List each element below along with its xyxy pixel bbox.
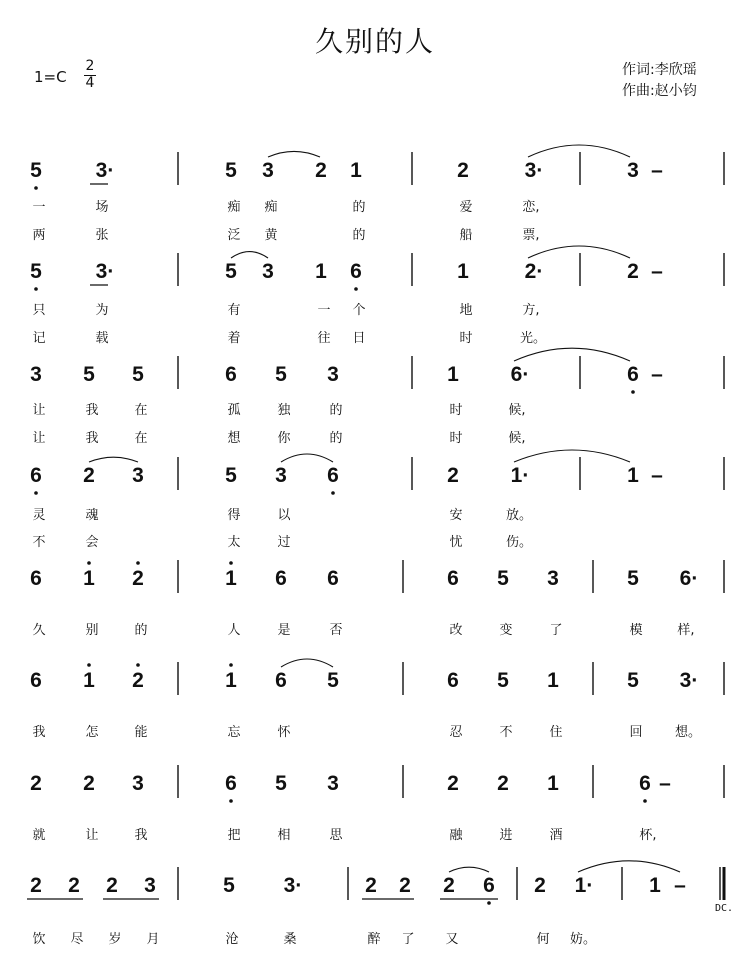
- high-octave-dot: [136, 561, 140, 565]
- jianpu-note: 1: [225, 567, 237, 590]
- lyric-syllable: 太: [227, 535, 241, 550]
- lyric-syllable: 我: [85, 403, 99, 418]
- jianpu-note: 2: [106, 874, 118, 897]
- lyric-syllable: 时: [449, 403, 463, 418]
- lyric-syllable: 为: [95, 303, 109, 318]
- lyric-syllable: 人: [227, 623, 241, 638]
- lyric-syllable: 又: [445, 932, 459, 947]
- jianpu-note: 3: [144, 874, 156, 897]
- lyric-syllable: 的: [352, 200, 366, 215]
- jianpu-note: 2: [83, 464, 95, 487]
- lyric-syllable: 灵: [32, 508, 46, 523]
- time-denominator: 4: [85, 75, 95, 91]
- slur-arc: [268, 151, 320, 157]
- jianpu-note: 5: [225, 260, 237, 283]
- lyric-syllable: 想: [227, 431, 241, 446]
- jianpu-note: 2: [132, 669, 144, 692]
- lyric-syllable: 候,: [508, 403, 526, 418]
- lyric-syllable: 你: [277, 431, 291, 446]
- slur-arc: [231, 252, 268, 258]
- jianpu-note: 5: [83, 363, 95, 386]
- jianpu-note: 5: [225, 464, 237, 487]
- lyric-syllable: 尽: [70, 932, 84, 947]
- jianpu-note: 1: [83, 567, 95, 590]
- lyric-syllable: 进: [499, 828, 513, 843]
- jianpu-note: 2: [30, 772, 42, 795]
- jianpu-note: –: [674, 874, 686, 897]
- lyric-syllable: 杯,: [639, 828, 657, 843]
- jianpu-note: 1: [225, 669, 237, 692]
- lyric-syllable: 不: [499, 725, 513, 740]
- slur-arc: [281, 454, 333, 462]
- jianpu-note: 1: [547, 772, 559, 795]
- lyric-syllable: 忘: [227, 725, 241, 740]
- low-octave-dot: [34, 287, 38, 291]
- lyric-syllable: 怀: [277, 725, 291, 740]
- lyric-syllable: 的: [134, 623, 148, 638]
- jianpu-note: 6: [627, 363, 639, 386]
- jianpu-note: 5: [223, 874, 235, 897]
- jianpu-note: 2: [315, 159, 327, 182]
- lyric-syllable: 在: [134, 431, 148, 446]
- lyric-syllable: 桑: [283, 932, 297, 947]
- lyric-syllable: 忍: [449, 725, 463, 740]
- lyric-syllable: 场: [95, 200, 109, 215]
- lyric-syllable: 泛: [227, 228, 241, 243]
- lyric-syllable: 模: [629, 623, 643, 638]
- lyric-syllable: 让: [85, 828, 99, 843]
- lyric-syllable: 融: [449, 828, 463, 843]
- jianpu-note: 6·: [679, 567, 699, 590]
- jianpu-note: 6: [447, 669, 459, 692]
- jianpu-note: 3·: [524, 159, 544, 182]
- jianpu-note: 6: [639, 772, 651, 795]
- jianpu-note: 5: [627, 567, 639, 590]
- lyric-syllable: 何: [536, 932, 550, 947]
- dc-mark: DC.: [715, 903, 734, 914]
- lyric-syllable: 在: [134, 403, 148, 418]
- lyric-syllable: 一: [32, 200, 46, 215]
- high-octave-dot: [87, 663, 91, 667]
- jianpu-note: 6: [275, 669, 287, 692]
- jianpu-note: 3·: [679, 669, 699, 692]
- jianpu-note: 6: [225, 772, 237, 795]
- low-octave-dot: [34, 491, 38, 495]
- jianpu-note: 1: [315, 260, 327, 283]
- lyric-syllable: 船: [459, 228, 473, 243]
- lyric-syllable: 改: [449, 623, 463, 638]
- low-octave-dot: [331, 491, 335, 495]
- lyric-syllable: 妨。: [570, 932, 597, 947]
- lyric-syllable: 一: [317, 303, 331, 318]
- lyric-syllable: 往: [317, 331, 331, 346]
- slur-arc: [578, 861, 680, 872]
- lyric-syllable: 爱: [459, 200, 473, 215]
- high-octave-dot: [136, 663, 140, 667]
- jianpu-note: 6: [350, 260, 362, 283]
- lyric-syllable: 回: [629, 725, 643, 740]
- lyric-syllable: 光。: [520, 331, 547, 346]
- jianpu-note: 6: [225, 363, 237, 386]
- jianpu-note: 3: [30, 363, 42, 386]
- lyric-syllable: 让: [32, 403, 46, 418]
- slur-arc: [528, 145, 630, 157]
- lyric-syllable: 两: [32, 228, 46, 243]
- lyric-syllable: 住: [549, 725, 563, 740]
- jianpu-note: 5: [30, 260, 42, 283]
- jianpu-note: 2: [443, 874, 455, 897]
- slur-arc: [514, 348, 630, 361]
- jianpu-note: 2: [30, 874, 42, 897]
- lyric-syllable: 是: [277, 623, 291, 638]
- lyric-syllable: 怎: [85, 725, 99, 740]
- jianpu-note: 5: [30, 159, 42, 182]
- jianpu-note: 1: [627, 464, 639, 487]
- jianpu-note: 3: [627, 159, 639, 182]
- jianpu-note: 1·: [574, 874, 594, 897]
- jianpu-note: 6: [30, 567, 42, 590]
- lyric-syllable: 载: [95, 331, 109, 346]
- jianpu-note: 2: [627, 260, 639, 283]
- lyric-syllable: 我: [32, 725, 46, 740]
- lyric-syllable: 张: [95, 228, 109, 243]
- slur-arc: [528, 246, 630, 258]
- lyric-syllable: 记: [32, 331, 46, 346]
- lyric-syllable: 过: [277, 535, 291, 550]
- jianpu-note: 2: [132, 567, 144, 590]
- lyric-syllable: 了: [549, 623, 563, 638]
- time-numerator: 2: [85, 58, 95, 74]
- low-octave-dot: [643, 799, 647, 803]
- jianpu-note: 1: [547, 669, 559, 692]
- jianpu-note: 6: [327, 567, 339, 590]
- lyric-syllable: 个: [352, 303, 366, 318]
- lyric-syllable: 相: [277, 828, 291, 843]
- jianpu-note: 6: [30, 464, 42, 487]
- lyric-syllable: 着: [227, 331, 241, 346]
- lyric-syllable: 安: [449, 508, 463, 523]
- lyric-syllable: 以: [277, 508, 291, 523]
- lyric-syllable: 能: [134, 725, 148, 740]
- slur-arc: [514, 450, 630, 462]
- lyric-syllable: 否: [329, 623, 343, 638]
- high-octave-dot: [229, 663, 233, 667]
- jianpu-note: 2: [497, 772, 509, 795]
- lyric-syllable: 的: [352, 228, 366, 243]
- jianpu-note: 2: [534, 874, 546, 897]
- lyric-syllable: 醉: [367, 932, 381, 947]
- low-octave-dot: [354, 287, 358, 291]
- jianpu-note: –: [651, 464, 663, 487]
- jianpu-note: 5: [132, 363, 144, 386]
- jianpu-note: 5: [275, 772, 287, 795]
- lyric-syllable: 黄: [264, 228, 278, 243]
- lyric-syllable: 的: [329, 403, 343, 418]
- jianpu-note: 2: [68, 874, 80, 897]
- jianpu-note: –: [651, 159, 663, 182]
- lyric-syllable: 思: [329, 828, 343, 843]
- low-octave-dot: [631, 390, 635, 394]
- slur-arc: [89, 457, 138, 462]
- lyric-syllable: 把: [227, 828, 241, 843]
- low-octave-dot: [229, 799, 233, 803]
- jianpu-note: –: [651, 363, 663, 386]
- low-octave-dot: [487, 901, 491, 905]
- lyric-syllable: 的: [329, 431, 343, 446]
- lyric-syllable: 久: [32, 623, 46, 638]
- jianpu-note: 2: [83, 772, 95, 795]
- jianpu-note: 3: [327, 363, 339, 386]
- jianpu-note: 6: [483, 874, 495, 897]
- lyric-syllable: 票,: [522, 228, 540, 243]
- lyricist-credit: 作词:李欣瑶: [622, 62, 697, 78]
- jianpu-note: 2: [365, 874, 377, 897]
- lyric-syllable: 魂: [85, 508, 99, 523]
- jianpu-note: 3: [327, 772, 339, 795]
- high-octave-dot: [229, 561, 233, 565]
- jianpu-note: 6: [327, 464, 339, 487]
- lyric-syllable: 日: [352, 331, 366, 346]
- lyric-syllable: 想。: [675, 725, 702, 740]
- jianpu-note: 5: [225, 159, 237, 182]
- jianpu-note: 5: [327, 669, 339, 692]
- jianpu-note: 3: [275, 464, 287, 487]
- lyric-syllable: 时: [459, 331, 473, 346]
- jianpu-note: 3·: [95, 159, 115, 182]
- jianpu-note: 3: [132, 772, 144, 795]
- lyric-syllable: 我: [134, 828, 148, 843]
- lyric-syllable: 放。: [506, 508, 533, 523]
- jianpu-note: 2: [457, 159, 469, 182]
- lyric-syllable: 别: [85, 623, 99, 638]
- jianpu-note: 6: [30, 669, 42, 692]
- jianpu-note: 1·: [510, 464, 530, 487]
- lyric-syllable: 了: [401, 932, 415, 947]
- lyric-syllable: 样,: [677, 623, 695, 638]
- lyric-syllable: 痴: [264, 200, 278, 215]
- lyric-syllable: 岁: [108, 932, 122, 947]
- lyric-syllable: 伤。: [506, 535, 533, 550]
- jianpu-note: –: [659, 772, 671, 795]
- lyric-syllable: 候,: [508, 431, 526, 446]
- jianpu-note: 1: [83, 669, 95, 692]
- jianpu-note: 6: [447, 567, 459, 590]
- jianpu-note: 3·: [283, 874, 303, 897]
- high-octave-dot: [87, 561, 91, 565]
- lyric-syllable: 时: [449, 431, 463, 446]
- lyric-syllable: 有: [227, 303, 241, 318]
- lyric-syllable: 孤: [227, 403, 241, 418]
- lyric-syllable: 我: [85, 431, 99, 446]
- lyric-syllable: 只: [32, 303, 46, 318]
- jianpu-note: 5: [497, 669, 509, 692]
- jianpu-note: 3: [547, 567, 559, 590]
- jianpu-note: 1: [457, 260, 469, 283]
- song-title: 久别的人: [314, 25, 435, 58]
- lyric-syllable: 月: [146, 932, 160, 947]
- lyric-syllable: 不: [32, 535, 46, 550]
- jianpu-note: 1: [447, 363, 459, 386]
- jianpu-note: 6: [275, 567, 287, 590]
- lyric-syllable: 让: [32, 431, 46, 446]
- jianpu-note: 3: [262, 260, 274, 283]
- jianpu-note: 3: [132, 464, 144, 487]
- jianpu-note: 1: [649, 874, 661, 897]
- jianpu-note: 5: [497, 567, 509, 590]
- lyric-syllable: 方,: [522, 303, 540, 318]
- lyric-syllable: 痴: [227, 200, 241, 215]
- jianpu-note: 1: [350, 159, 362, 182]
- key-signature: 1=C: [34, 68, 67, 86]
- lyric-syllable: 就: [32, 828, 46, 843]
- jianpu-note: –: [651, 260, 663, 283]
- lyric-syllable: 地: [459, 303, 473, 318]
- lyric-syllable: 酒: [549, 828, 563, 843]
- lyric-syllable: 得: [227, 508, 241, 523]
- composer-credit: 作曲:赵小钧: [622, 83, 697, 99]
- slur-arc: [449, 867, 489, 872]
- lyric-syllable: 忧: [449, 535, 463, 550]
- jianpu-note: 2: [399, 874, 411, 897]
- lyric-syllable: 沧: [225, 932, 239, 947]
- jianpu-note: 5: [627, 669, 639, 692]
- jianpu-note: 5: [275, 363, 287, 386]
- lyric-syllable: 变: [499, 623, 513, 638]
- jianpu-note: 3·: [95, 260, 115, 283]
- jianpu-note: 2: [447, 772, 459, 795]
- lyric-syllable: 饮: [32, 932, 46, 947]
- jianpu-note: 3: [262, 159, 274, 182]
- jianpu-note: 2: [447, 464, 459, 487]
- jianpu-note: 2·: [524, 260, 544, 283]
- slur-arc: [281, 659, 333, 667]
- lyric-syllable: 独: [277, 403, 291, 418]
- low-octave-dot: [34, 186, 38, 190]
- lyric-syllable: 会: [85, 535, 99, 550]
- jianpu-note: 6·: [510, 363, 530, 386]
- lyric-syllable: 恋,: [522, 200, 540, 215]
